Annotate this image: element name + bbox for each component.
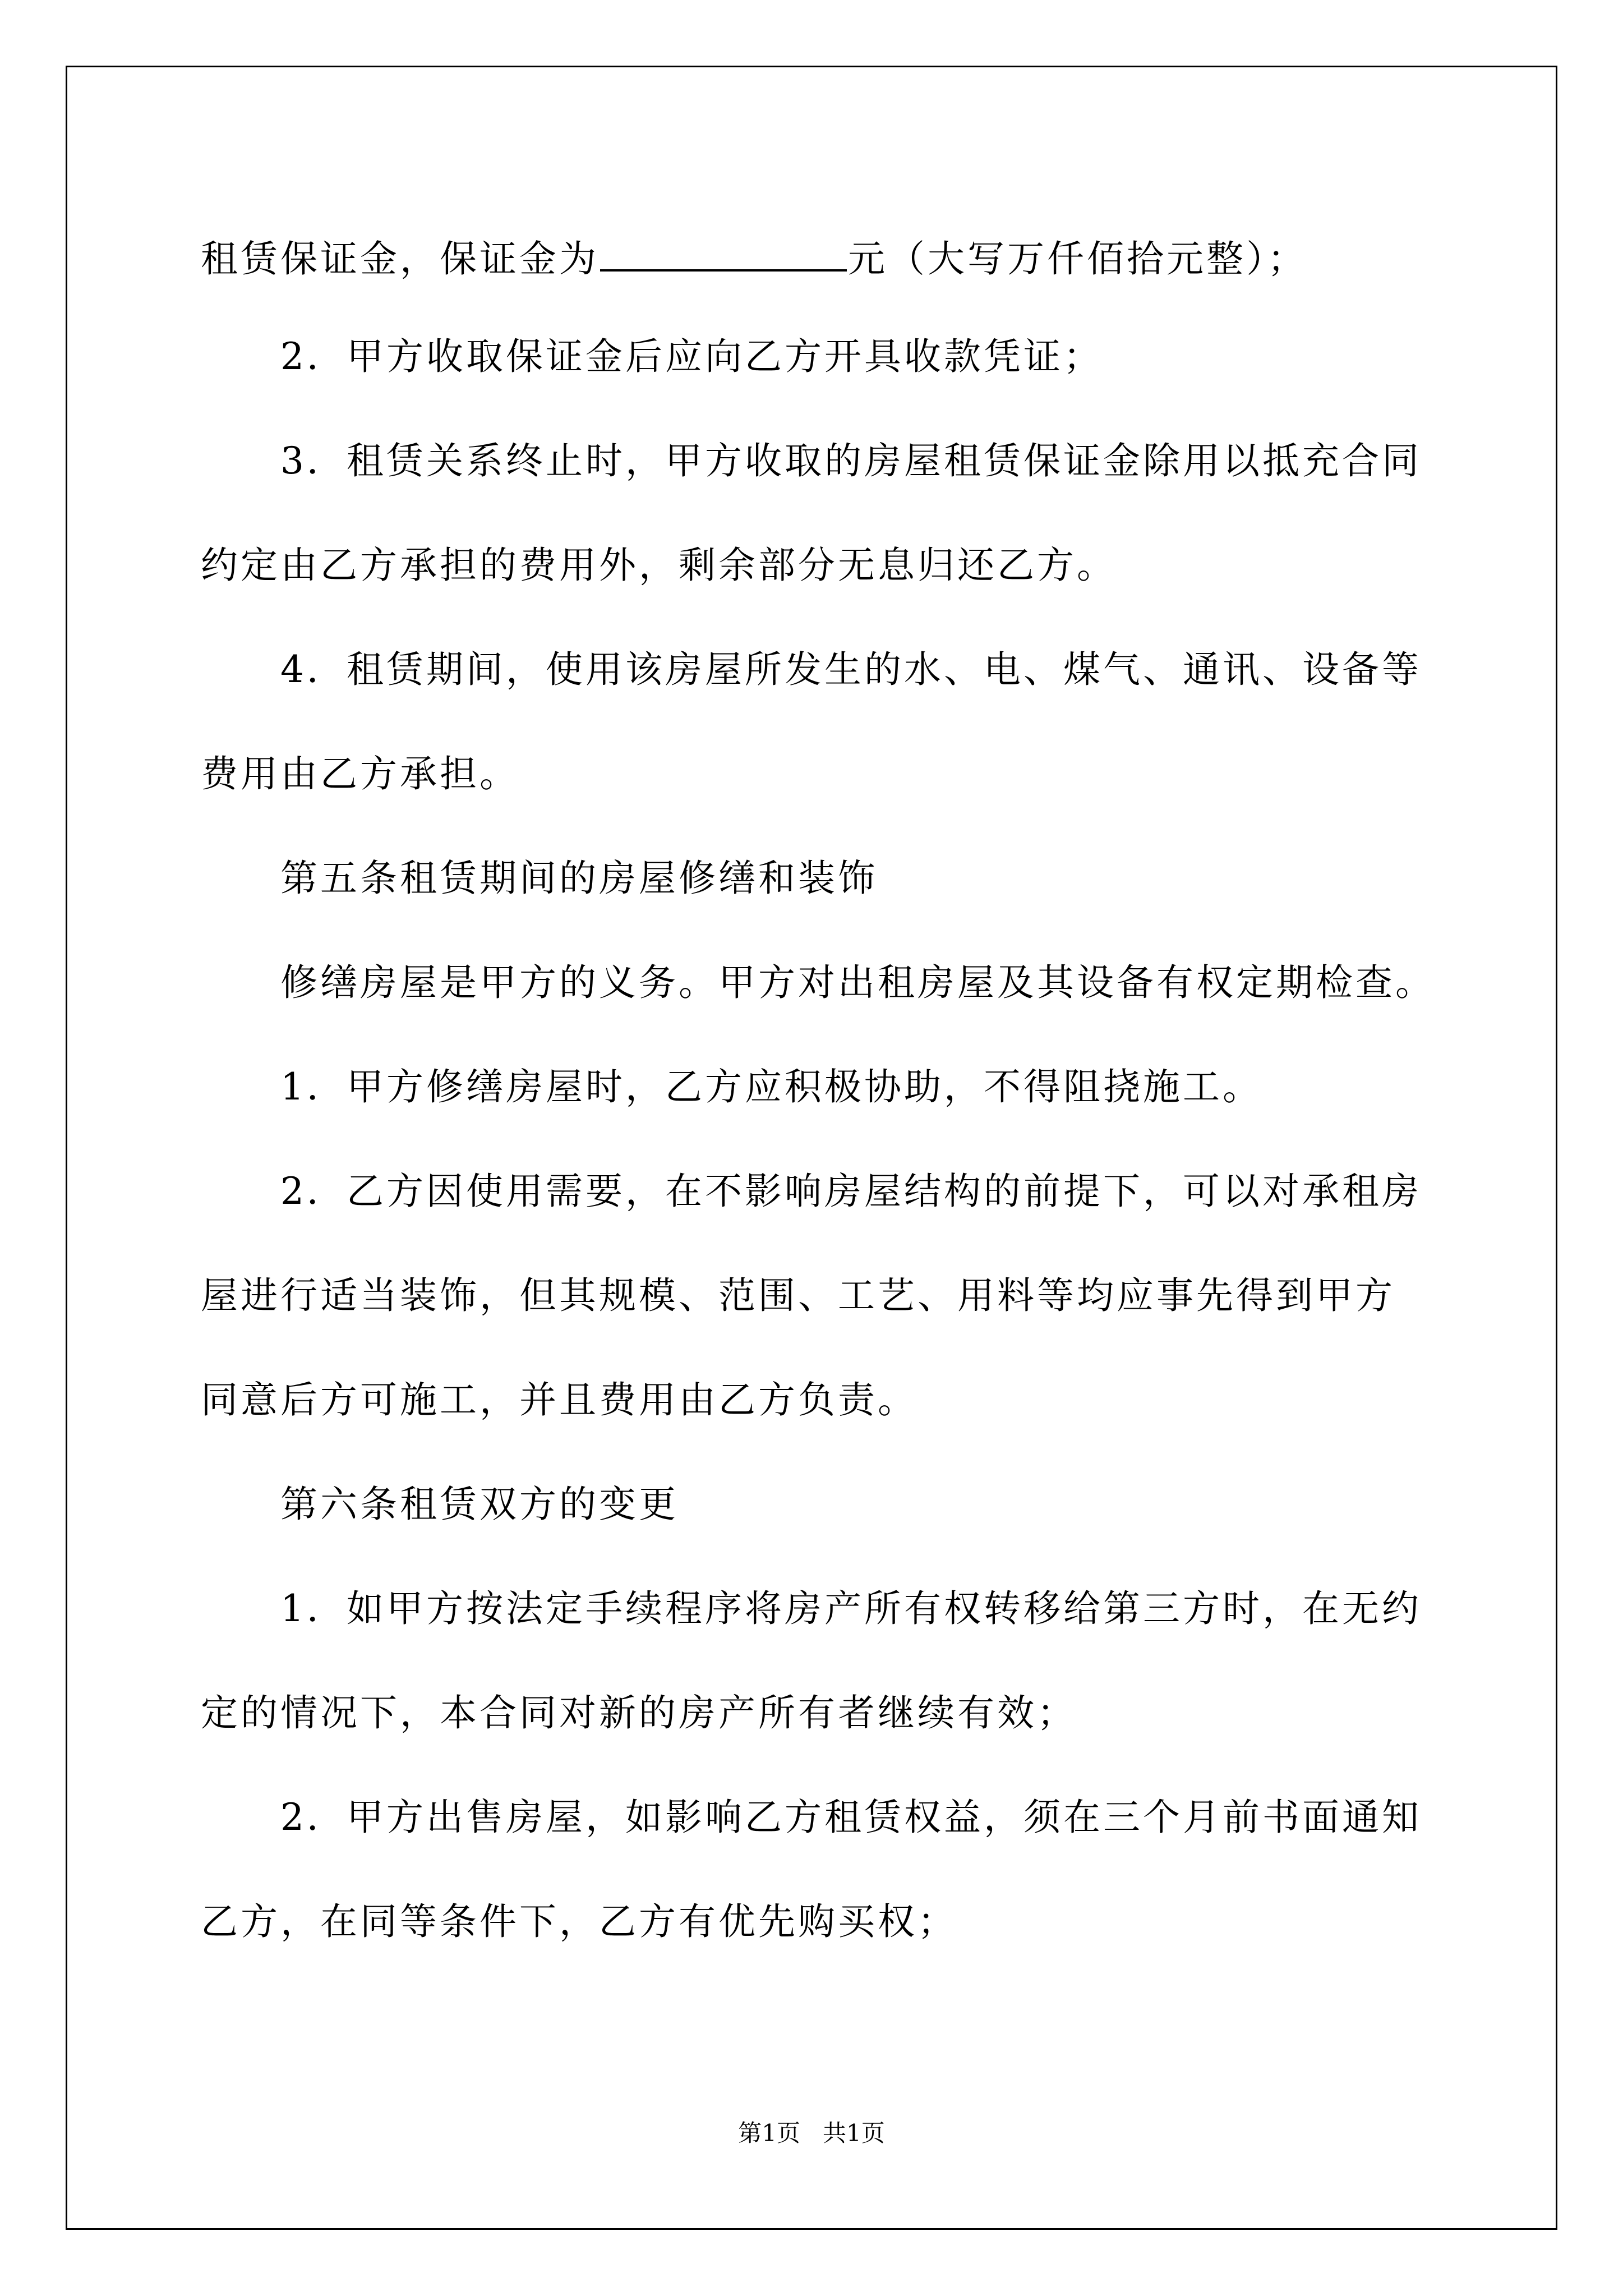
text-line: 约定由乙方承担的费用外，剩余部分无息归还乙方。	[201, 544, 1117, 587]
page-total: 共1页	[823, 2119, 885, 2147]
text-line	[201, 234, 1307, 278]
text-line: 3．租赁关系终止时，甲方收取的房屋租赁保证金除用以抵充合同	[280, 439, 1422, 482]
text-line: 定的情况下，本合同对新的房产所有者继续有效；	[201, 1691, 1077, 1734]
text-line: 乙方，在同等条件下，乙方有优先购买权；	[201, 1900, 957, 1943]
text-line: 2．甲方出售房屋，如影响乙方租赁权益，须在三个月前书面通知	[280, 1796, 1422, 1839]
blank-underline	[600, 234, 847, 272]
text-line: 2．甲方收取保证金后应向乙方开具收款凭证；	[280, 335, 1103, 378]
text-segment: 租赁保证金，保证金为	[201, 237, 599, 280]
section-heading: 第六条租赁双方的变更	[280, 1483, 679, 1526]
text-line: 屋进行适当装饰，但其规模、范围、工艺、用料等均应事先得到甲方	[201, 1274, 1395, 1317]
text-segment: 元（大写万仟佰拾元整）；	[848, 237, 1307, 280]
text-line: 1．如甲方按法定手续程序将房产所有权转移给第三方时，在无约	[280, 1587, 1422, 1630]
text-line: 4．租赁期间，使用该房屋所发生的水、电、煤气、通讯、设备等	[280, 648, 1422, 691]
text-line: 修缮房屋是甲方的义务。甲方对出租房屋及其设备有权定期检查。	[280, 961, 1435, 1004]
page-number: 第1页	[738, 2119, 800, 2147]
text-line: 2．乙方因使用需要，在不影响房屋结构的前提下，可以对承租房	[280, 1170, 1422, 1213]
text-line: 费用由乙方承担。	[201, 752, 519, 795]
text-line: 同意后方可施工，并且费用由乙方负责。	[201, 1378, 917, 1421]
section-heading: 第五条租赁期间的房屋修缮和装饰	[280, 857, 878, 900]
text-line: 1．甲方修缮房屋时，乙方应积极协助，不得阻挠施工。	[280, 1065, 1262, 1108]
page-footer	[0, 2115, 1623, 2148]
